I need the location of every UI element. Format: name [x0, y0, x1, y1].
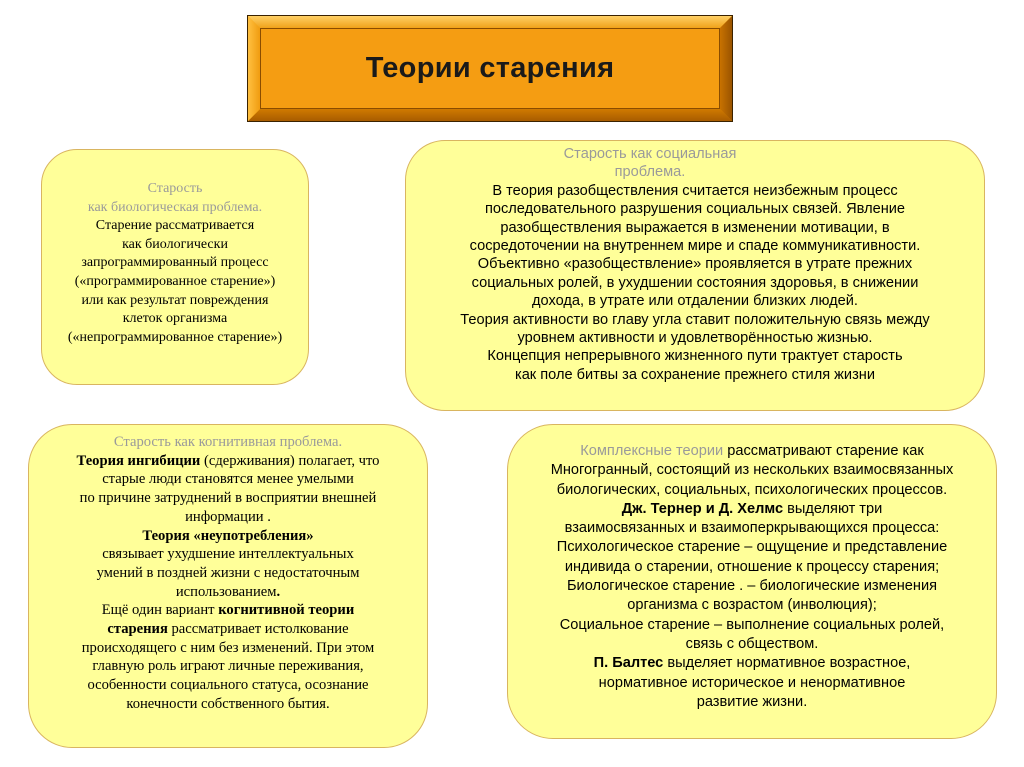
card-complex [507, 424, 997, 739]
card-complex-line: биологических, социальных, психологических процессов. [556, 481, 948, 498]
card-cognitive-line: связывает ухудшение интеллектуальных [102, 546, 354, 563]
baltes-term: П. Балтес [593, 655, 664, 672]
card-cognitive-disuse-end [29, 583, 427, 602]
card-complex-line: индивида о старении, отношение к процессу старения; [564, 558, 940, 575]
card-biological-line: («непрограммированное старение») [67, 329, 283, 345]
card-cognitive-disuse-term [29, 527, 427, 546]
card-social-heading-2: проблема. [614, 164, 686, 181]
card-social-line: Концепция непрерывного жизненного пути трактует старость [487, 348, 903, 365]
baltes-text: выделяет нормативное возрастное, [663, 655, 911, 672]
card-social-line: сосредоточении на внутреннем мире и спаде коммуникативности. [469, 238, 921, 255]
card-cognitive-line: умений в поздней жизни с недостаточным [96, 564, 360, 581]
card-biological-line: или как результат повреждения [81, 292, 269, 308]
card-complex-heading-rest: рассматривают старение как [723, 443, 924, 459]
disuse-end-dot: . [276, 583, 281, 600]
card-cognitive-heading: Старость как когнитивная проблема. [113, 434, 343, 450]
card-cognitive-line: происходящего с ним без изменений. При этом [81, 639, 375, 656]
another-variant-text: Ещё один вариант [101, 602, 219, 619]
card-cognitive-line: старые люди становятся менее умелыми [102, 471, 354, 488]
page-title: Теории старения [365, 52, 615, 84]
disuse-theory-term: Теория «неупотребления» [142, 527, 314, 544]
card-social [405, 140, 985, 411]
card-biological-line: клеток организма [122, 311, 228, 327]
disuse-end-text: использованием [175, 583, 277, 600]
card-biological-line: («программированное старение») [74, 273, 276, 289]
banner-bevel-right [720, 16, 732, 121]
card-biological [41, 149, 309, 385]
card-biological-line: Старение рассматривается [95, 218, 255, 234]
card-cognitive-line: особенности социального статуса, осознание [87, 677, 369, 694]
card-social-line: разобществления выражается в изменении мотивации, в [500, 219, 890, 236]
card-social-line: социальных ролей, в ухудшении состояния здоровья, в снижении [471, 274, 919, 291]
card-complex-line: Многогранный, состоящий из нескольких взаимосвязанных [550, 462, 954, 479]
aging-text: рассматривает истолкование [167, 621, 349, 638]
aging-term: старения [107, 621, 168, 638]
card-social-line: Теория активности во главу угла ставит положительную связь между [460, 311, 930, 328]
title-banner [247, 15, 733, 122]
card-complex-baltes [508, 654, 996, 673]
card-social-line: В теория разобществления считается неизбежным процесс [492, 182, 898, 199]
card-social-heading-1: Старость как социальная [563, 146, 737, 162]
card-social-line: дохода, в утрате или отдалении близких людей. [531, 293, 858, 310]
cognitive-theory-term: когнитивной теории [218, 602, 355, 619]
banner-face [260, 28, 720, 109]
card-cognitive [28, 424, 428, 748]
card-social-line: как поле битвы за сохранение прежнего стиля жизни [514, 366, 875, 383]
turner-helms-term: Дж. Тернер и Д. Хелмс [621, 500, 784, 517]
card-cognitive-another [29, 601, 427, 620]
banner-bevel-top [248, 16, 732, 28]
card-cognitive-inhibition [29, 452, 427, 471]
card-complex-line: нормативное историческое и ненормативное [598, 674, 906, 691]
card-biological-line: запрограммированный процесс [81, 255, 269, 271]
card-social-line: последовательного разрушения социальных связей. Явление [484, 201, 906, 218]
inhibition-theory-text: (сдерживания) полагает, что [200, 452, 380, 469]
turner-helms-text: выделяют три [783, 500, 883, 517]
card-complex-line: взаимосвязанных и взаимоперкрывающихся процесса: [564, 520, 940, 537]
banner-bevel-left [248, 16, 260, 121]
card-complex-heading-line [508, 442, 996, 461]
card-cognitive-aging [29, 620, 427, 639]
card-cognitive-line: конечности собственного бытия. [126, 695, 330, 712]
card-complex-line: Психологическое старение – ощущение и представление [556, 539, 948, 556]
card-cognitive-line: информации . [185, 508, 271, 525]
card-cognitive-line: главную роль играют личные переживания, [92, 658, 364, 675]
card-complex-line: развитие жизни. [696, 693, 808, 710]
banner-bevel-bottom [248, 109, 732, 121]
card-complex-heading: Комплексные теории [580, 443, 724, 459]
card-complex-turner [508, 500, 996, 519]
card-social-line: Объективно «разобществление» проявляется в утрате прежних [477, 256, 913, 273]
card-social-line: уровнем активности и удовлетворённостью жизнью. [517, 330, 873, 347]
card-complex-line: Социальное старение – выполнение социальных ролей, [559, 616, 945, 633]
card-complex-line: организма с возрастом (инволюция); [627, 597, 877, 614]
card-biological-line: как биологически [122, 236, 228, 252]
card-biological-heading-1: Старость [147, 181, 203, 196]
card-biological-heading-2: как биологическая проблема. [87, 199, 263, 215]
card-complex-line: связь с обществом. [685, 635, 819, 652]
card-complex-line: Биологическое старение . – биологические изменения [566, 578, 938, 595]
inhibition-theory-term: Теория ингибиции [76, 452, 201, 469]
card-cognitive-line: по причине затруднений в восприятии внешней [79, 490, 377, 507]
